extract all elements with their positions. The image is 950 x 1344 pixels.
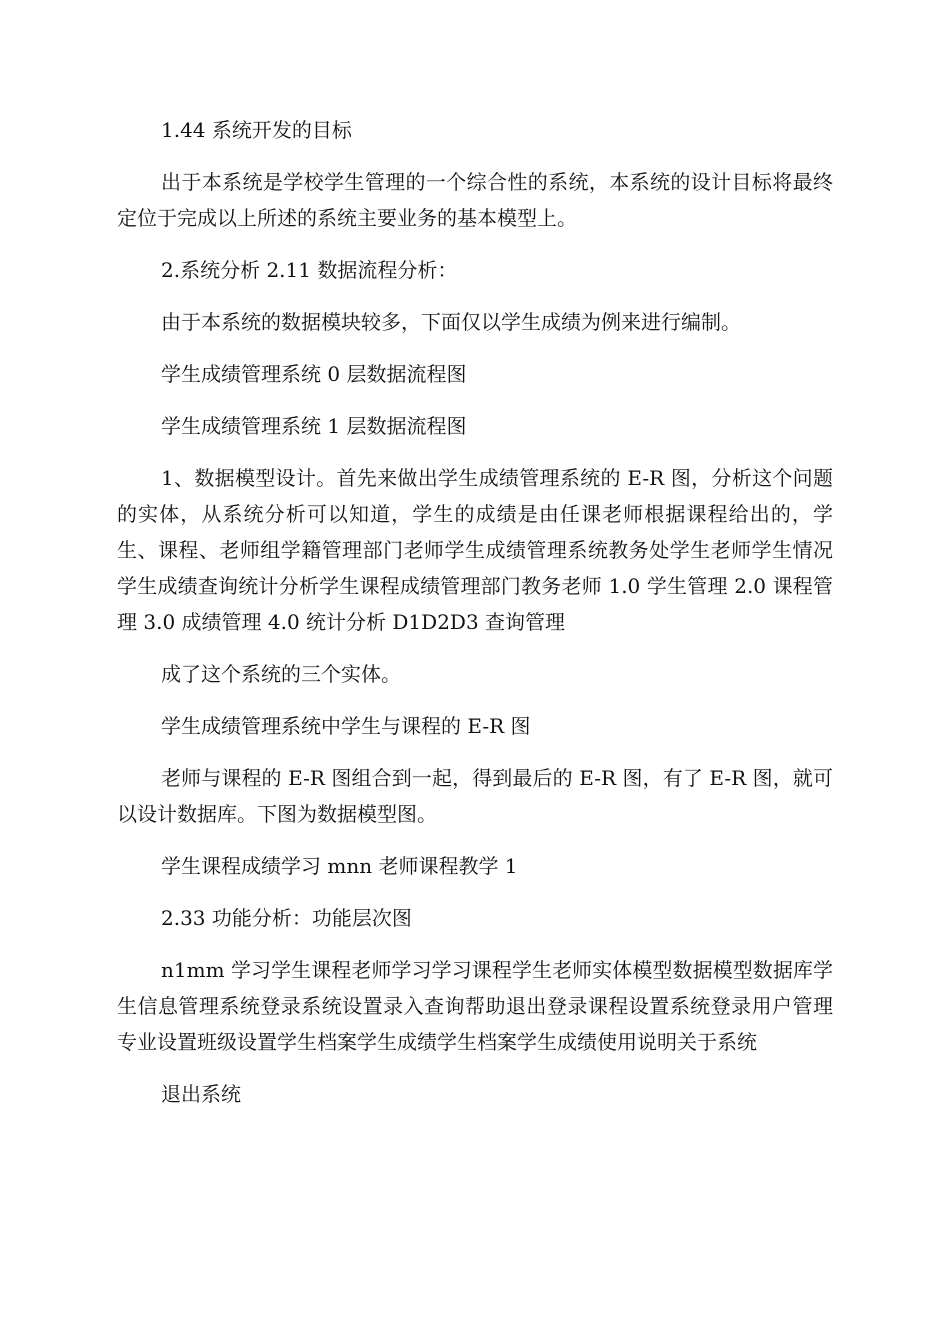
figure-caption-level-1-dfd: 学生成绩管理系统 1 层数据流程图 <box>161 414 467 438</box>
figure-caption-student-course-er: 学生成绩管理系统中学生与课程的 E-R 图 <box>161 714 531 738</box>
paragraph-three-entities: 成了这个系统的三个实体。 <box>161 662 401 686</box>
paragraph-dev-goal: 出于本系统是学校学生管理的一个综合性的系统，本系统的设计目标将最终定位于完成以上所述的系统主要业务的基本模型上。 <box>117 170 833 230</box>
paragraph-combined-er: 老师与课程的 E-R 图组合到一起，得到最后的 E-R 图，有了 E-R 图，就可以设计数据库。下图为数据模型图。 <box>117 766 833 826</box>
figure-text-data-model: 学生课程成绩学习 mnn 老师课程教学 1 <box>161 854 518 878</box>
figure-text-function-hierarchy: n1mm 学习学生课程老师学习学习课程学生老师实体模型数据模型数据库学生信息管理系统登录系统设置录入查询帮助退出登录课程设置系统登录用户管理专业设置班级设置学生档案学生成绩学生档案学生成绩使用说明关于系统 <box>117 958 833 1054</box>
paragraph-exit-system: 退出系统 <box>161 1082 241 1106</box>
paragraph-data-model-design: 1、数据模型设计。首先来做出学生成绩管理系统的 E-R 图，分析这个问题的实体，从系统分析可以知道，学生的成绩是由任课老师根据课程给出的，学生、课程、老师组学籍管理部门老师学生成绩管理系统教务处学生老师学生情况学生成绩查询统计分析学生课程成绩管理部门教务老师 1.0 学生管理 2.0 课程管理 3.0 成绩管理 4.0 统计分析 D1D2D3 查询管理 <box>117 466 833 634</box>
figure-caption-level-0-dfd: 学生成绩管理系统 0 层数据流程图 <box>161 362 467 386</box>
section-heading-system-analysis: 2.系统分析 2.11 数据流程分析： <box>161 258 458 282</box>
document-body <box>117 112 833 1128</box>
section-heading-dev-goal: 1.44 系统开发的目标 <box>161 118 352 142</box>
paragraph-data-modules: 由于本系统的数据模块较多，下面仅以学生成绩为例来进行编制。 <box>161 310 741 334</box>
section-heading-function-analysis: 2.33 功能分析：功能层次图 <box>161 906 412 930</box>
